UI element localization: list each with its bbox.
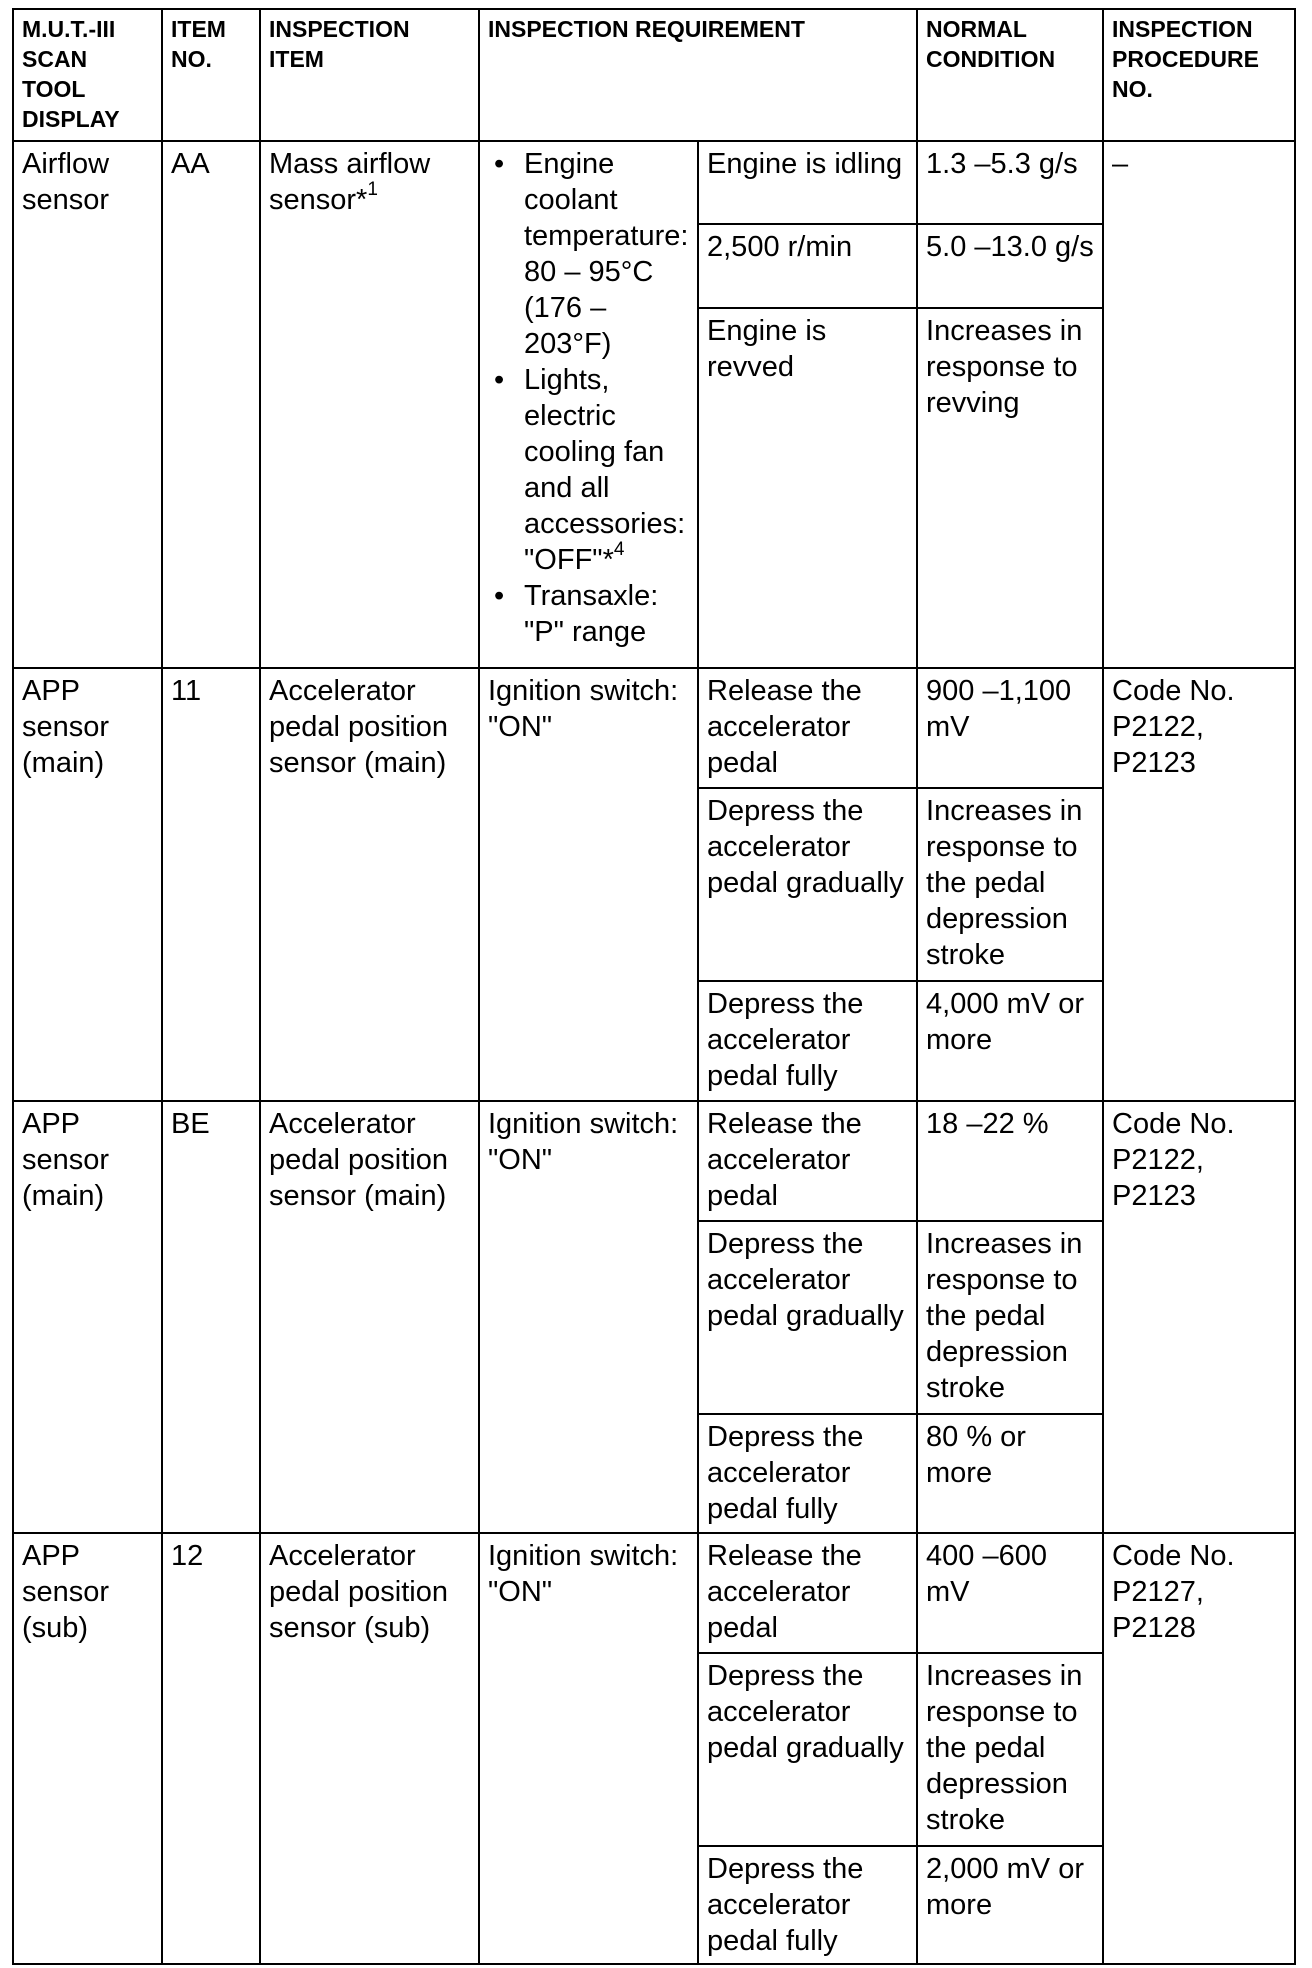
header-normal-condition: NORMAL CONDITION [917, 9, 1103, 141]
requirement-bullet: • Engine coolant temperature: 80 – 95°C (176 – 203°F) [524, 146, 689, 362]
normal-condition-cell: 5.0 –13.0 g/s [917, 224, 1103, 308]
inspection-requirement-cell: Ignition switch: "ON" [479, 668, 698, 1101]
table-row [13, 141, 1295, 224]
normal-condition-cell: 2,000 mV or more [917, 1846, 1103, 1964]
normal-condition-cell: 1.3 –5.3 g/s [917, 141, 1103, 224]
normal-condition-cell: Increases in response to the pedal depression stroke [917, 1653, 1103, 1846]
inspection-requirement-cell [479, 141, 698, 668]
header-scan-tool-display: M.U.T.-III SCAN TOOL DISPLAY [13, 9, 162, 141]
inspection-item-cell: Accelerator pedal position sensor (main) [260, 668, 479, 1101]
normal-condition-cell: 80 % or more [917, 1414, 1103, 1533]
normal-condition-cell: Increases in response to revving [917, 308, 1103, 668]
item-no-cell: AA [162, 141, 260, 668]
condition-state-cell: 2,500 r/min [698, 224, 917, 308]
inspection-procedure-cell: Code No. P2127, P2128 [1103, 1533, 1295, 1964]
condition-state-cell: Engine is revved [698, 308, 917, 668]
condition-state-cell: Release the accelerator pedal [698, 1533, 917, 1653]
header-row [13, 9, 1295, 141]
normal-condition-cell: 4,000 mV or more [917, 981, 1103, 1101]
condition-state-cell: Depress the accelerator pedal gradually [698, 1653, 917, 1846]
condition-state-cell: Depress the accelerator pedal gradually [698, 1221, 917, 1414]
table-row [13, 668, 1295, 788]
inspection-table [12, 8, 1296, 1965]
inspection-procedure-cell: Code No. P2122, P2123 [1103, 1101, 1295, 1533]
requirement-list [488, 146, 689, 650]
inspection-requirement-cell: Ignition switch: "ON" [479, 1533, 698, 1964]
condition-state-cell: Depress the accelerator pedal fully [698, 1414, 917, 1533]
inspection-item-cell: Accelerator pedal position sensor (main) [260, 1101, 479, 1533]
footnote-marker: 1 [367, 179, 378, 200]
header-inspection-requirement: INSPECTION REQUIREMENT [479, 9, 917, 141]
condition-state-cell: Depress the accelerator pedal gradually [698, 788, 917, 981]
normal-condition-cell: 400 –600 mV [917, 1533, 1103, 1653]
scan-tool-display-cell: APP sensor (main) [13, 1101, 162, 1533]
inspection-procedure-cell: Code No. P2122, P2123 [1103, 668, 1295, 1101]
normal-condition-cell: 18 –22 % [917, 1101, 1103, 1221]
condition-state-cell: Depress the accelerator pedal fully [698, 981, 917, 1101]
header-inspection-procedure-no: INSPECTION PROCEDURE NO. [1103, 9, 1295, 141]
item-no-cell: BE [162, 1101, 260, 1533]
footnote-marker: 4 [613, 539, 625, 560]
condition-state-cell: Release the accelerator pedal [698, 1101, 917, 1221]
scan-tool-display-cell: Airflow sensor [13, 141, 162, 668]
inspection-item-cell [260, 141, 479, 668]
item-no-cell: 12 [162, 1533, 260, 1964]
normal-condition-cell: Increases in response to the pedal depression stroke [917, 788, 1103, 981]
inspection-item-text: Mass airflow sensor* [269, 148, 431, 216]
header-item-no: ITEM NO. [162, 9, 260, 141]
table-row [13, 1533, 1295, 1653]
scan-tool-display-cell: APP sensor (main) [13, 668, 162, 1101]
normal-condition-cell: 900 –1,100 mV [917, 668, 1103, 788]
condition-state-cell: Release the accelerator pedal [698, 668, 917, 788]
requirement-bullet: • Transaxle: "P" range [524, 578, 689, 650]
inspection-requirement-cell: Ignition switch: "ON" [479, 1101, 698, 1533]
condition-state-cell: Engine is idling [698, 141, 917, 224]
normal-condition-cell: Increases in response to the pedal depression stroke [917, 1221, 1103, 1414]
requirement-bullet [524, 362, 689, 578]
header-inspection-item: INSPECTION ITEM [260, 9, 479, 141]
inspection-procedure-cell: – [1103, 141, 1295, 668]
item-no-cell: 11 [162, 668, 260, 1101]
inspection-item-cell: Accelerator pedal position sensor (sub) [260, 1533, 479, 1964]
scan-tool-display-cell: APP sensor (sub) [13, 1533, 162, 1964]
requirement-bullet-text: Lights, electric cooling fan and all accessories: "OFF"* [524, 364, 686, 576]
condition-state-cell: Depress the accelerator pedal fully [698, 1846, 917, 1964]
table-row [13, 1101, 1295, 1221]
